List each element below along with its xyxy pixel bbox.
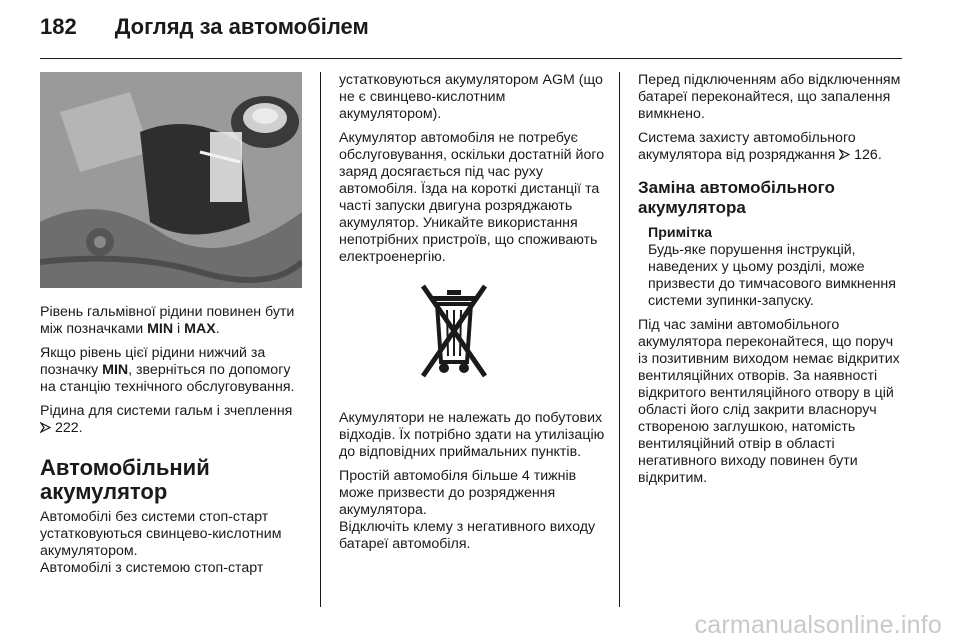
paragraph: Автомобілі без системи стоп-старт устатковуються свинцево-кислотним акумулятором. (40, 509, 282, 559)
paragraph: Простій автомобіля більше 4 тижнів може призвести до розрядження акумулятора. (339, 468, 577, 518)
paragraph: Якщо рівень цієї рідини нижчий за позначку MIN, зверніться по допомогу на станцію технічного обслуговування. (40, 345, 295, 395)
column-3 (638, 72, 906, 494)
max-mark: MAX (184, 321, 216, 337)
min-mark: MIN (102, 362, 129, 378)
page-header (40, 14, 369, 50)
brake-fluid-reservoir-photo (40, 72, 302, 288)
note-block (648, 225, 906, 310)
paragraph: Рідина для системи гальм і зчеплення 222. (40, 403, 293, 436)
crossed-out-bin-icon (419, 282, 489, 382)
page-ref-icon[interactable] (40, 421, 51, 438)
header-divider (40, 58, 902, 59)
note-title: Примітка (648, 225, 712, 241)
paragraph: устатковуються акумулятором AGM (що не є свинцево-кислотним акумулятором). (339, 72, 603, 122)
column-divider (619, 72, 620, 607)
paragraph: Перед підключенням або відключенням батареї переконайтеся, що запалення вимкнено. (638, 72, 901, 122)
min-mark: MIN (147, 321, 174, 337)
section-heading-battery: Автомобільний акумулятор (40, 455, 210, 504)
column-2 (339, 72, 607, 560)
paragraph: Рівень гальмівної рідини повинен бути між позначками MIN і MAX. (40, 304, 295, 337)
paragraph: Система захисту автомобільного акумулятора від розряджання 126. (638, 130, 882, 163)
paragraph: Акумулятор автомобіля не потребує обслуговування, оскільки достатній його заряд досягається під час руху автомобіля. Їзда на короткі дистанції та часті запуски двигуна розряджають акумулятор. Уникайте використання непотрібних пристроїв, що споживають електроенергію. (339, 130, 605, 265)
watermark: carmanualsonline.info (694, 611, 942, 639)
page-number: 182 (40, 14, 77, 39)
paragraph: Під час заміни автомобільного акумулятора переконайтеся, що поруч із позитивним виходом немає відкритих вентиляційних отворів. За наявності відкритого вентиляційного отвору в цій області його слід закрити власноруч створеною заглушкою, натомість вентиляційний отвір в області негативного виходу повинен бути відкритим. (638, 317, 900, 486)
paragraph: Відключіть клему з негативного виходу батареї автомобіля. (339, 519, 596, 552)
note-text: Будь-яке порушення інструкцій, наведених у цьому розділі, може призвести до тимчасового вимкнення системи зупинки-запуску. (648, 242, 896, 309)
paragraph: Акумулятори не належать до побутових відходів. Їх потрібно здати на утилізацію до відповідних приймальних пунктів. (339, 410, 605, 460)
section-heading-replace-battery: Заміна автомобільного акумулятора (638, 178, 835, 217)
page-ref-icon[interactable] (839, 148, 850, 165)
column-divider (320, 72, 321, 607)
column-1 (40, 72, 302, 584)
paragraph: Автомобілі з системою стоп-старт (40, 560, 264, 576)
chapter-title: Догляд за автомобілем (114, 14, 369, 39)
